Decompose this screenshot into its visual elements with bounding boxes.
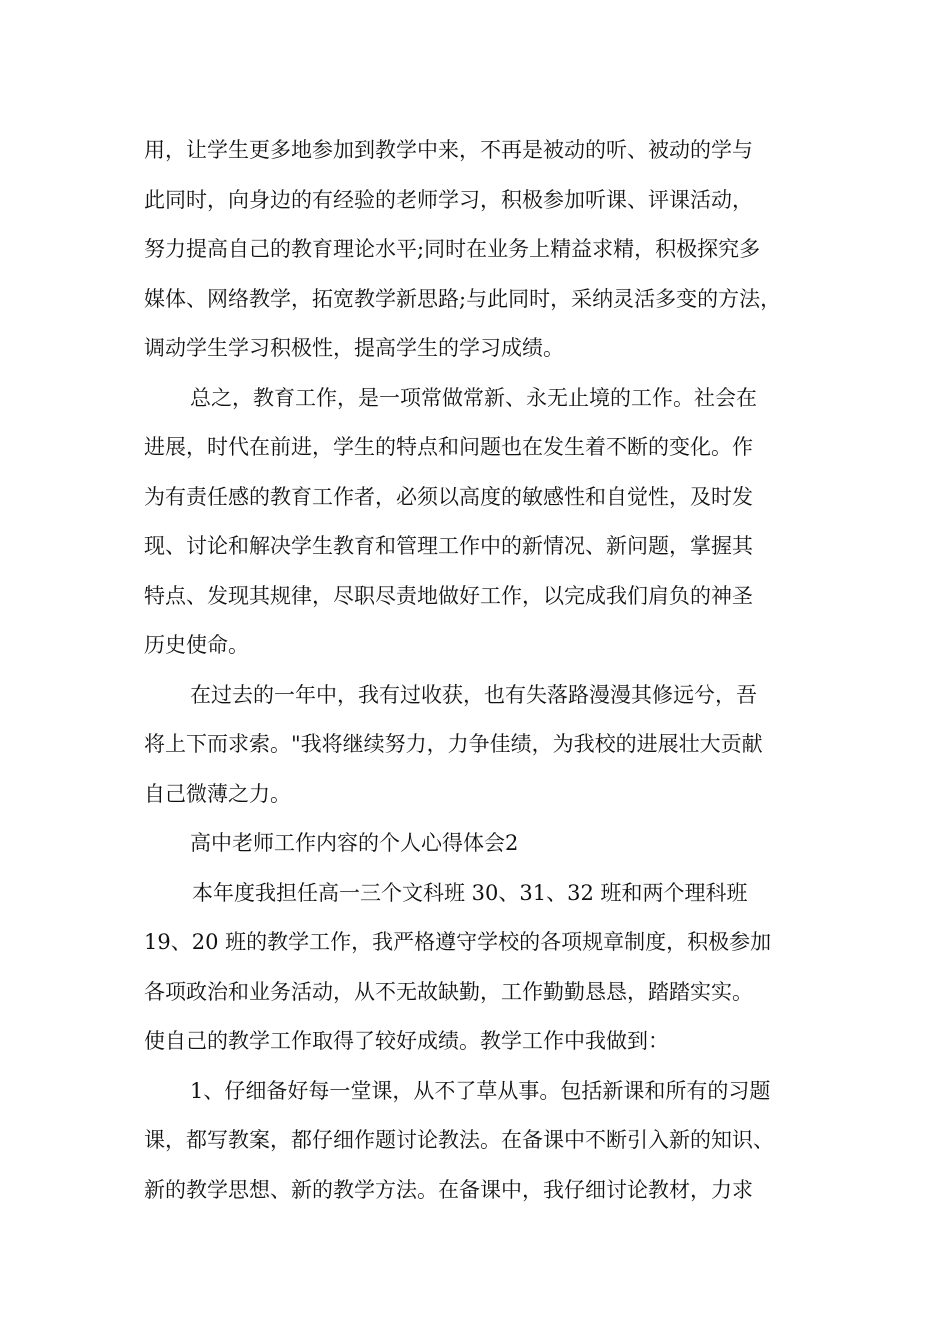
- text-line: 努力提高自己的教育理论水平;同时在业务上精益求精，积极探究多: [144, 237, 761, 261]
- text-line: 将上下而求索。"我将继续努力，力争佳绩，为我校的进展壮大贡献: [144, 732, 763, 756]
- text-line: 此同时，向身边的有经验的老师学习，积极参加听课、评课活动，: [144, 187, 753, 212]
- text-line: 调动学生学习积极性，提高学生的学习成绩。: [144, 336, 564, 360]
- text-line: 现、讨论和解决学生教育和管理工作中的新情况、新问题，掌握其: [144, 534, 753, 558]
- text-line: 用，让学生更多地参加到教学中来，不再是被动的听、被动的学与: [144, 138, 753, 162]
- paragraph-start-line: 总之，教育工作，是一项常做常新、永无止境的工作。社会在: [190, 385, 757, 410]
- paragraph-start-line: 在过去的一年中，我有过收获，也有失落路漫漫其修远兮，吾: [190, 682, 757, 707]
- text-line: 媒体、网络教学，拓宽教学新思路;与此同时，采纳灵活多变的方法，: [144, 286, 782, 311]
- section-heading: 高中老师工作内容的个人心得体会2: [190, 831, 519, 855]
- text-line: 特点、发现其规律，尽职尽责地做好工作，以完成我们肩负的神圣: [144, 583, 753, 608]
- document-body: [144, 126, 834, 1215]
- paragraph-start-line: 1、仔细备好每一堂课，从不了草从事。包括新课和所有的习题: [190, 1078, 771, 1103]
- text-line: 新的教学思想、新的教学方法。在备课中，我仔细讨论教材，力求: [144, 1177, 753, 1202]
- text-line: 19、20 班的教学工作，我严格遵守学校的各项规章制度，积极参加: [144, 930, 772, 954]
- text-line: 为有责任感的教育工作者，必须以高度的敏感性和自觉性，及时发: [144, 484, 753, 509]
- text-line: 进展，时代在前进，学生的特点和问题也在发生着不断的变化。作: [144, 435, 753, 459]
- text-line: 使自己的教学工作取得了较好成绩。教学工作中我做到：: [144, 1029, 669, 1053]
- text-line: 课，都写教案，都仔细作题讨论教法。在备课中不断引入新的知识、: [144, 1128, 774, 1152]
- text-line: 各项政治和业务活动，从不无故缺勤，工作勤勤恳恳，踏踏实实。: [144, 979, 753, 1004]
- text-line: 历史使命。: [144, 633, 249, 657]
- text-line: 自己微薄之力。: [144, 781, 291, 806]
- paragraph-start-line: 本年度我担任高一三个文科班 30、31、32 班和两个理科班: [192, 880, 748, 905]
